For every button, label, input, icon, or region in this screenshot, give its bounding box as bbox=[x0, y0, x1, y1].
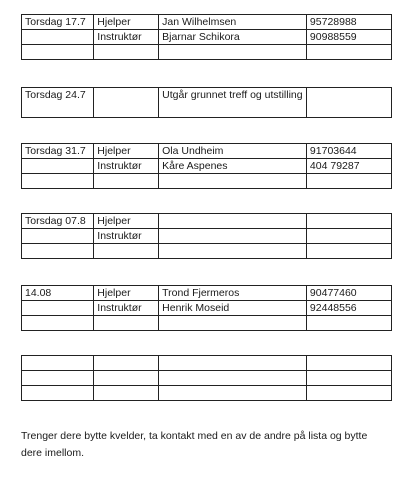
date-cell bbox=[22, 371, 94, 386]
footer-note: Trenger dere bytte kvelder, ta kontakt med en av de andre på lista og bytte dere imellom. bbox=[21, 430, 368, 459]
date-cell bbox=[22, 356, 94, 371]
empty-schedule-table bbox=[21, 355, 392, 401]
role-cell: Instruktør bbox=[94, 301, 159, 316]
table-row bbox=[22, 88, 392, 118]
name-cell bbox=[159, 174, 307, 189]
role-cell: Hjelper bbox=[94, 214, 159, 229]
name-cell bbox=[159, 316, 307, 331]
table-row bbox=[22, 386, 392, 401]
table-row bbox=[22, 159, 392, 174]
date-cell bbox=[22, 386, 94, 401]
date-cell bbox=[22, 174, 94, 189]
role-cell: Hjelper bbox=[94, 286, 159, 301]
phone-cell bbox=[306, 88, 391, 118]
phone-cell bbox=[306, 174, 391, 189]
date-cell: Torsdag 07.8 bbox=[22, 214, 94, 229]
table-row bbox=[22, 244, 392, 259]
role-cell bbox=[94, 356, 159, 371]
table-row bbox=[22, 316, 392, 331]
role-cell: Instruktør bbox=[94, 159, 159, 174]
name-cell: Jan Wilhelmsen bbox=[159, 15, 307, 30]
role-cell bbox=[94, 174, 159, 189]
phone-cell bbox=[306, 244, 391, 259]
name-cell bbox=[159, 386, 307, 401]
role-cell: Instruktør bbox=[94, 229, 159, 244]
phone-cell: 91703644 bbox=[306, 144, 391, 159]
schedule-table-17-7 bbox=[21, 14, 392, 60]
table-row bbox=[22, 371, 392, 386]
phone-cell bbox=[306, 214, 391, 229]
phone-cell: 90988559 bbox=[306, 30, 391, 45]
table-row bbox=[22, 356, 392, 371]
name-cell: Utgår grunnet treff og utstilling bbox=[159, 88, 307, 118]
schedule-table-07-8 bbox=[21, 213, 392, 259]
schedule-table-14-08 bbox=[21, 285, 392, 331]
name-cell: Bjarnar Schikora bbox=[159, 30, 307, 45]
phone-cell: 95728988 bbox=[306, 15, 391, 30]
phone-cell bbox=[306, 386, 391, 401]
phone-cell: 404 79287 bbox=[306, 159, 391, 174]
role-cell: Hjelper bbox=[94, 144, 159, 159]
date-cell bbox=[22, 30, 94, 45]
role-cell: Hjelper bbox=[94, 15, 159, 30]
table-row bbox=[22, 214, 392, 229]
role-cell: Instruktør bbox=[94, 30, 159, 45]
name-cell bbox=[159, 214, 307, 229]
name-cell bbox=[159, 371, 307, 386]
date-cell bbox=[22, 159, 94, 174]
schedule-table-24-7 bbox=[21, 87, 392, 118]
name-cell: Henrik Moseid bbox=[159, 301, 307, 316]
table-row bbox=[22, 144, 392, 159]
name-cell bbox=[159, 356, 307, 371]
date-cell bbox=[22, 229, 94, 244]
table-row bbox=[22, 229, 392, 244]
role-cell bbox=[94, 88, 159, 118]
table-row bbox=[22, 30, 392, 45]
date-cell: Torsdag 31.7 bbox=[22, 144, 94, 159]
table-row bbox=[22, 45, 392, 60]
phone-cell: 92448556 bbox=[306, 301, 391, 316]
name-cell: Trond Fjermeros bbox=[159, 286, 307, 301]
role-cell bbox=[94, 386, 159, 401]
name-cell bbox=[159, 229, 307, 244]
date-cell: Torsdag 24.7 bbox=[22, 88, 94, 118]
name-cell: Ola Undheim bbox=[159, 144, 307, 159]
phone-cell bbox=[306, 45, 391, 60]
role-cell bbox=[94, 244, 159, 259]
phone-cell bbox=[306, 229, 391, 244]
role-cell bbox=[94, 316, 159, 331]
date-cell: 14.08 bbox=[22, 286, 94, 301]
table-row bbox=[22, 15, 392, 30]
date-cell: Torsdag 17.7 bbox=[22, 15, 94, 30]
date-cell bbox=[22, 301, 94, 316]
name-cell: Kåre Aspenes bbox=[159, 159, 307, 174]
phone-cell: 90477460 bbox=[306, 286, 391, 301]
table-row bbox=[22, 286, 392, 301]
date-cell bbox=[22, 45, 94, 60]
role-cell bbox=[94, 45, 159, 60]
date-cell bbox=[22, 244, 94, 259]
phone-cell bbox=[306, 371, 391, 386]
name-cell bbox=[159, 45, 307, 60]
role-cell bbox=[94, 371, 159, 386]
phone-cell bbox=[306, 356, 391, 371]
table-row bbox=[22, 174, 392, 189]
schedule-table-31-7 bbox=[21, 143, 392, 189]
name-cell bbox=[159, 244, 307, 259]
phone-cell bbox=[306, 316, 391, 331]
table-row bbox=[22, 301, 392, 316]
date-cell bbox=[22, 316, 94, 331]
